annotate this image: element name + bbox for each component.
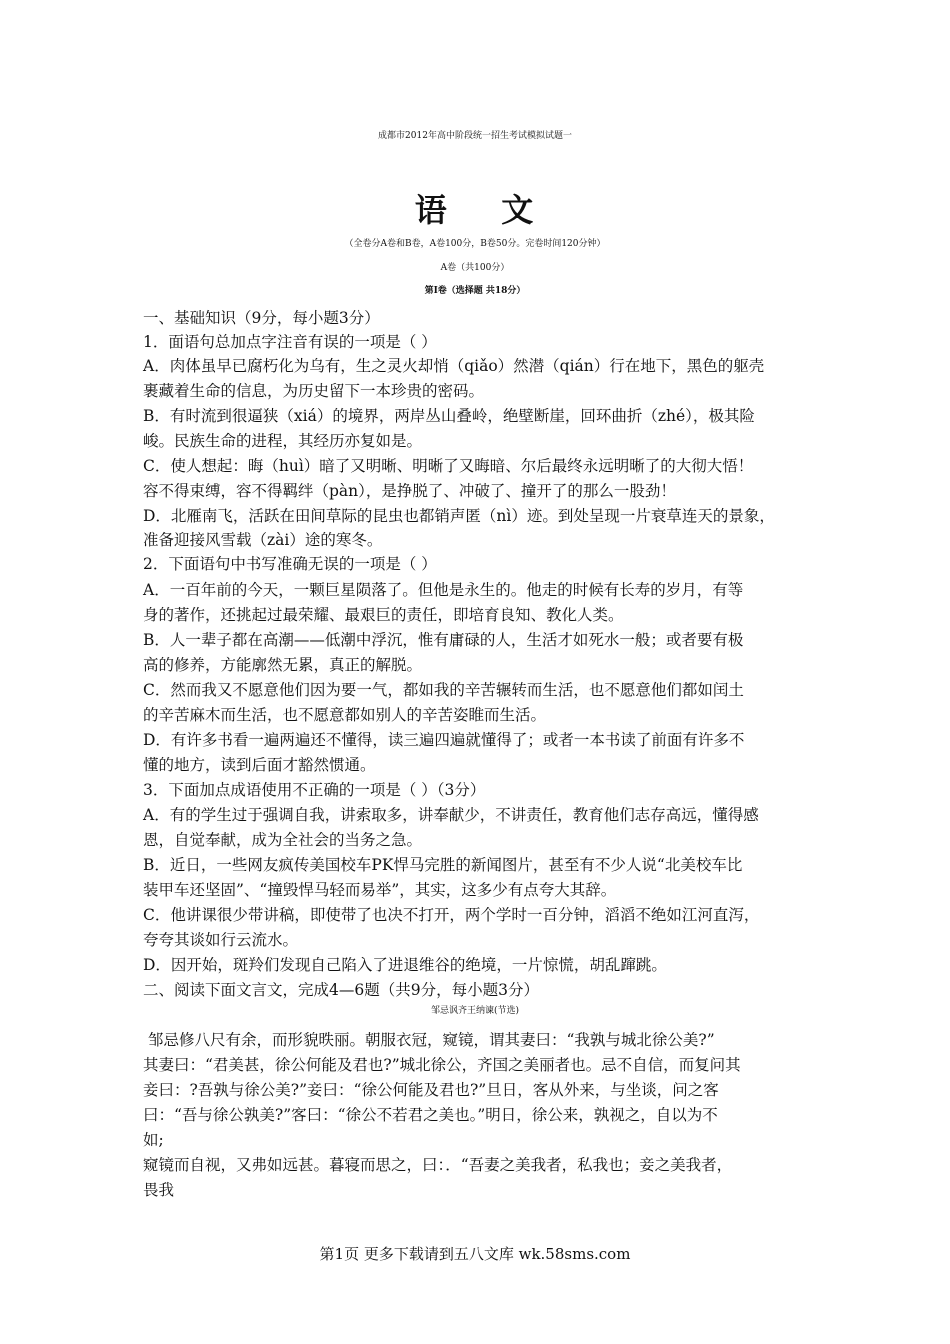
passage-line: 窥镜而自视，又弗如远甚。暮寝而思之，曰：．“吾妻之美我者，私我也；妾之美我者， xyxy=(143,1156,733,1174)
question-line: 1．面语句总加点字注音有误的一项是（ ） xyxy=(143,333,437,351)
page-title: 成都市2012年高中阶段统一招生考试模拟试题一 xyxy=(378,131,572,141)
volume-heading: 第Ⅰ卷（选择题 共18分） xyxy=(424,286,526,296)
option-line: B．有时流到很逼狭（xiá）的境界，两岸丛山叠岭，绝壁断崖，回环曲折（zhé），极其险 xyxy=(143,407,755,425)
passage-line: 如; xyxy=(143,1131,164,1149)
paper-a-heading: A卷（共100分） xyxy=(440,263,510,273)
option-line: C．然而我又不愿意他们因为要一气，都如我的辛苦辗转而生活，也不愿意他们都如闰土 xyxy=(143,681,744,699)
option-line: 容不得束缚，容不得羁绊（pàn），是挣脱了、冲破了、撞开了的那么一股劲！ xyxy=(143,482,676,500)
option-line: D．因开始，斑羚们发现自己陷入了进退维谷的绝境，一片惊慌，胡乱蹿跳。 xyxy=(143,956,667,974)
passage-line: 其妻曰：“君美甚，徐公何能及君也?”城北徐公，齐国之美丽者也。忌不自信，而复问其 xyxy=(143,1056,741,1074)
option-line: D．有许多书看一遍两遍还不懂得，读三遍四遍就懂得了；或者一本书读了前面有许多不 xyxy=(143,731,745,749)
option-line: A．有的学生过于强调自我，讲索取多，讲奉献少，不讲责任，教育他们志存高远，懂得感 xyxy=(143,806,759,824)
option-line: 懂的地方，读到后面才豁然惯通。 xyxy=(143,756,376,774)
option-line: 的辛苦麻木而生活，也不愿意都如别人的辛苦姿睢而生活。 xyxy=(143,706,547,724)
option-line: C．使人想起：晦（huì）暗了又明晰、明晰了又晦暗、尔后最终永远明晰了的大彻大悟！ xyxy=(143,457,754,475)
option-line: 裹藏着生命的信息，为历史留下一本珍贵的密码。 xyxy=(143,382,485,400)
option-line: B．近日，一些网友疯传美国校车PK悍马完胜的新闻图片，甚至有不少人说“北美校车比 xyxy=(143,856,743,874)
option-line: 夸夸其谈如行云流水。 xyxy=(143,931,299,949)
option-line: 身的著作，还挑起过最荣耀、最艰巨的责任，即培育良知、教化人类。 xyxy=(143,606,624,624)
passage-title: 邹忌讽齐王纳谏(节选) xyxy=(430,1006,520,1016)
question-line: 3．下面加点成语使用不正确的一项是（ ）（3分） xyxy=(143,781,486,799)
option-line: 准备迎接风雪载（zài）途的寒冬。 xyxy=(143,531,383,549)
page-footer: 第1页 更多下载请到五八文库 wk.58sms.com xyxy=(319,1245,631,1263)
option-line: 恩，自觉奉献，成为全社会的当务之急。 xyxy=(143,831,423,849)
passage-line: 邹忌修八尺有余，而形貌昳丽。朝服衣冠，窥镜，谓其妻曰：“我孰与城北徐公美?” xyxy=(148,1031,715,1049)
passage-line: 曰：“吾与徐公孰美?”客曰：“徐公不若君之美也。”明日，徐公来，孰视之，自以为不 xyxy=(143,1106,718,1124)
option-line: C．他讲课很少带讲稿，即使带了也决不打开，两个学时一百分钟，滔滔不绝如江河直泻， xyxy=(143,906,760,924)
option-line: A．肉体虽早已腐朽化为乌有，生之灵火却悄（qiǎo）然潜（qián）行在地下，黑色的躯壳 xyxy=(143,357,765,375)
exam-note: （全卷分A卷和B卷，A卷100分，B卷50分。完卷时间120分钟） xyxy=(344,239,606,249)
subject-heading: 语 文 xyxy=(414,191,536,229)
passage-line: 妾曰：?吾孰与徐公美?”妾曰：“徐公何能及君也?”旦日，客从外来，与坐谈，问之客 xyxy=(143,1081,719,1099)
passage-line: 畏我 xyxy=(143,1181,175,1199)
option-line: B．人一辈子都在高潮——低潮中浮沉，惟有庸碌的人，生活才如死水一般；或者要有极 xyxy=(143,631,744,649)
option-line: A．一百年前的今天，一颗巨星陨落了。但他是永生的。他走的时候有长寿的岁月，有等 xyxy=(143,581,744,599)
option-line: 装甲车还坚固”、“撞毁悍马轻而易举”，其实，这多少有点夸大其辞。 xyxy=(143,881,617,899)
question-line: 2．下面语句中书写准确无误的一项是（ ） xyxy=(143,555,437,573)
section-heading: 二、阅读下面文言文，完成4—6题（共9分，每小题3分） xyxy=(143,981,539,999)
option-line: D．北雁南飞，活跃在田间草际的昆虫也都销声匿（nì）迹。到处呈现一片衰草连天的景象， xyxy=(143,507,775,525)
option-line: 峻。民族生命的进程，其经历亦复如是。 xyxy=(143,432,423,450)
option-line: 高的修养，方能廓然无累，真正的解脱。 xyxy=(143,656,423,674)
section-heading: 一、基础知识（9分，每小题3分） xyxy=(143,309,380,327)
